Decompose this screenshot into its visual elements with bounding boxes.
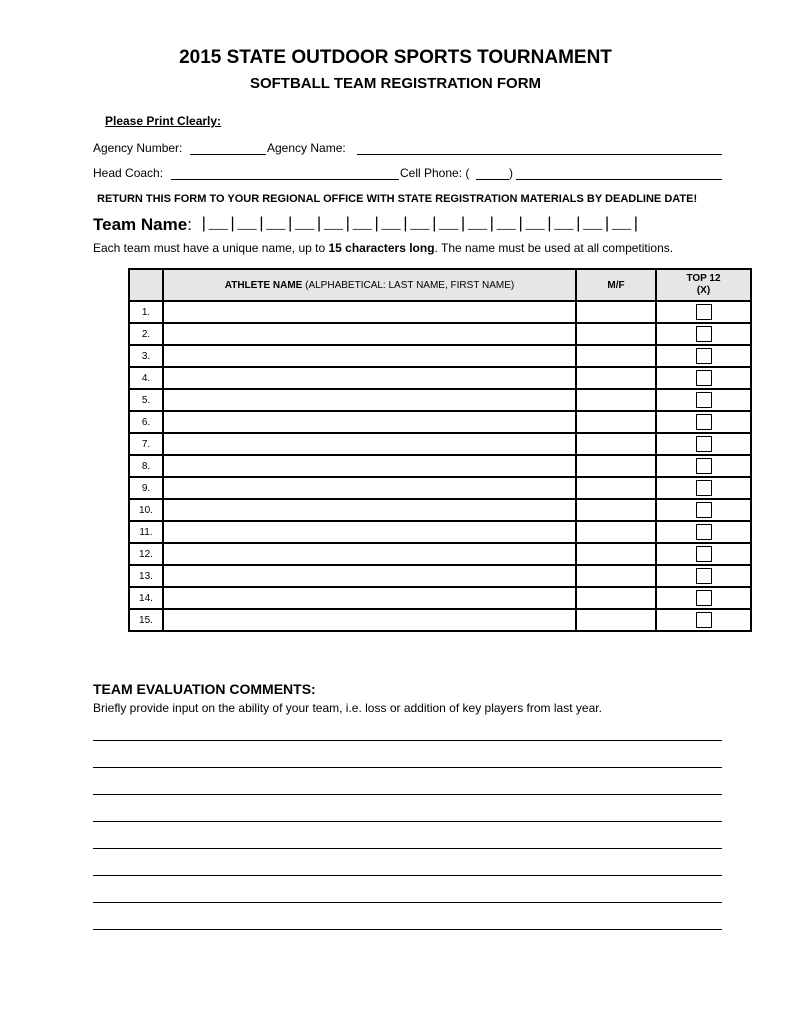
gender-cell[interactable] bbox=[576, 587, 656, 609]
athlete-name-cell[interactable] bbox=[163, 345, 576, 367]
row-number: 8. bbox=[129, 455, 163, 477]
athlete-name-cell[interactable] bbox=[163, 565, 576, 587]
agency-name-field[interactable] bbox=[357, 154, 722, 155]
table-row bbox=[129, 477, 751, 499]
top12-cell bbox=[656, 609, 751, 631]
row-number: 3. bbox=[129, 345, 163, 367]
team-name-rule: Each team must have a unique name, up to 15 characters long. The name must be used at all competitions. bbox=[93, 241, 674, 255]
gender-cell[interactable] bbox=[576, 411, 656, 433]
cell-phone-label: Cell Phone: ( bbox=[400, 166, 470, 180]
agency-number-label: Agency Number: bbox=[93, 141, 183, 155]
athlete-name-header: ATHLETE NAME (ALPHABETICAL: LAST NAME, FIRST NAME) bbox=[163, 269, 576, 301]
cell-phone-number-field[interactable] bbox=[516, 179, 722, 180]
evaluation-heading: TEAM EVALUATION COMMENTS: bbox=[93, 681, 316, 697]
top12-checkbox[interactable] bbox=[696, 414, 712, 430]
table-row bbox=[129, 565, 751, 587]
row-number: 11. bbox=[129, 521, 163, 543]
top12-checkbox[interactable] bbox=[696, 502, 712, 518]
top12-cell bbox=[656, 521, 751, 543]
roster-table bbox=[128, 268, 752, 632]
gender-cell[interactable] bbox=[576, 323, 656, 345]
athlete-name-cell[interactable] bbox=[163, 323, 576, 345]
top12-checkbox[interactable] bbox=[696, 524, 712, 540]
athlete-name-cell[interactable] bbox=[163, 389, 576, 411]
top12-cell bbox=[656, 499, 751, 521]
gender-cell[interactable] bbox=[576, 499, 656, 521]
top12-checkbox[interactable] bbox=[696, 392, 712, 408]
roster-header-row bbox=[129, 269, 751, 301]
top12-checkbox[interactable] bbox=[696, 304, 712, 320]
agency-name-label: Agency Name: bbox=[267, 141, 346, 155]
comment-line[interactable] bbox=[93, 794, 722, 795]
top12-checkbox[interactable] bbox=[696, 348, 712, 364]
gender-cell[interactable] bbox=[576, 301, 656, 323]
comment-line[interactable] bbox=[93, 821, 722, 822]
row-number: 2. bbox=[129, 323, 163, 345]
top12-cell bbox=[656, 543, 751, 565]
top12-cell bbox=[656, 455, 751, 477]
comment-line[interactable] bbox=[93, 740, 722, 741]
top12-cell bbox=[656, 367, 751, 389]
head-coach-field[interactable] bbox=[171, 179, 399, 180]
row-number: 14. bbox=[129, 587, 163, 609]
athlete-name-cell[interactable] bbox=[163, 499, 576, 521]
table-row bbox=[129, 323, 751, 345]
top12-checkbox[interactable] bbox=[696, 458, 712, 474]
gender-cell[interactable] bbox=[576, 521, 656, 543]
athlete-name-cell[interactable] bbox=[163, 301, 576, 323]
gender-cell[interactable] bbox=[576, 367, 656, 389]
print-clearly-note: Please Print Clearly: bbox=[105, 114, 222, 128]
gender-cell[interactable] bbox=[576, 543, 656, 565]
athlete-name-cell[interactable] bbox=[163, 477, 576, 499]
table-row bbox=[129, 587, 751, 609]
top12-checkbox[interactable] bbox=[696, 370, 712, 386]
top12-cell bbox=[656, 477, 751, 499]
top12-header: TOP 12 (X) bbox=[656, 269, 751, 301]
comment-line[interactable] bbox=[93, 875, 722, 876]
athlete-name-cell[interactable] bbox=[163, 411, 576, 433]
row-number: 10. bbox=[129, 499, 163, 521]
athlete-name-cell[interactable] bbox=[163, 455, 576, 477]
table-row bbox=[129, 345, 751, 367]
row-number: 6. bbox=[129, 411, 163, 433]
gender-cell[interactable] bbox=[576, 455, 656, 477]
top12-checkbox[interactable] bbox=[696, 590, 712, 606]
athlete-name-cell[interactable] bbox=[163, 609, 576, 631]
table-row bbox=[129, 499, 751, 521]
table-row bbox=[129, 433, 751, 455]
form-subtitle: SOFTBALL TEAM REGISTRATION FORM bbox=[249, 75, 542, 92]
table-row bbox=[129, 543, 751, 565]
top12-checkbox[interactable] bbox=[696, 568, 712, 584]
table-row bbox=[129, 301, 751, 323]
comment-line[interactable] bbox=[93, 767, 722, 768]
return-instructions: RETURN THIS FORM TO YOUR REGIONAL OFFICE WITH STATE REGISTRATION MATERIALS BY DEADLINE DATE! bbox=[97, 193, 698, 205]
table-row bbox=[129, 367, 751, 389]
table-row bbox=[129, 521, 751, 543]
agency-number-field[interactable] bbox=[190, 154, 266, 155]
table-row bbox=[129, 389, 751, 411]
athlete-name-cell[interactable] bbox=[163, 543, 576, 565]
row-number: 4. bbox=[129, 367, 163, 389]
gender-cell[interactable] bbox=[576, 389, 656, 411]
gender-cell[interactable] bbox=[576, 433, 656, 455]
team-name-label: Team Name: bbox=[93, 215, 192, 234]
row-number-header bbox=[129, 269, 163, 301]
top12-checkbox[interactable] bbox=[696, 546, 712, 562]
gender-header: M/F bbox=[576, 269, 656, 301]
top12-cell bbox=[656, 323, 751, 345]
table-row bbox=[129, 455, 751, 477]
top12-cell bbox=[656, 411, 751, 433]
top12-checkbox[interactable] bbox=[696, 480, 712, 496]
gender-cell[interactable] bbox=[576, 565, 656, 587]
athlete-name-cell[interactable] bbox=[163, 587, 576, 609]
top12-checkbox[interactable] bbox=[696, 326, 712, 342]
form-title: 2015 STATE OUTDOOR SPORTS TOURNAMENT bbox=[179, 47, 612, 68]
cell-phone-paren-close: ) bbox=[509, 166, 513, 180]
top12-cell bbox=[656, 565, 751, 587]
row-number: 7. bbox=[129, 433, 163, 455]
gender-cell[interactable] bbox=[576, 477, 656, 499]
top12-checkbox[interactable] bbox=[696, 436, 712, 452]
athlete-name-cell[interactable] bbox=[163, 433, 576, 455]
row-number: 15. bbox=[129, 609, 163, 631]
head-coach-label: Head Coach: bbox=[93, 166, 164, 180]
comment-line[interactable] bbox=[93, 902, 722, 903]
comment-line[interactable] bbox=[93, 848, 722, 849]
gender-cell[interactable] bbox=[576, 345, 656, 367]
cell-phone-area-code-field[interactable] bbox=[476, 179, 509, 180]
athlete-name-cell[interactable] bbox=[163, 367, 576, 389]
row-number: 5. bbox=[129, 389, 163, 411]
evaluation-description: Briefly provide input on the ability of your team, i.e. loss or addition of key players from last year. bbox=[93, 701, 602, 715]
top12-cell bbox=[656, 389, 751, 411]
team-name-character-boxes[interactable]: |__|__|__|__|__|__|__|__|__|__|__|__|__|__|__| bbox=[199, 215, 641, 233]
comment-line[interactable] bbox=[93, 929, 722, 930]
row-number: 1. bbox=[129, 301, 163, 323]
top12-cell bbox=[656, 587, 751, 609]
row-number: 13. bbox=[129, 565, 163, 587]
top12-checkbox[interactable] bbox=[696, 612, 712, 628]
top12-cell bbox=[656, 345, 751, 367]
table-row bbox=[129, 411, 751, 433]
top12-cell bbox=[656, 433, 751, 455]
athlete-name-cell[interactable] bbox=[163, 521, 576, 543]
top12-cell bbox=[656, 301, 751, 323]
row-number: 9. bbox=[129, 477, 163, 499]
gender-cell[interactable] bbox=[576, 609, 656, 631]
table-row bbox=[129, 609, 751, 631]
row-number: 12. bbox=[129, 543, 163, 565]
